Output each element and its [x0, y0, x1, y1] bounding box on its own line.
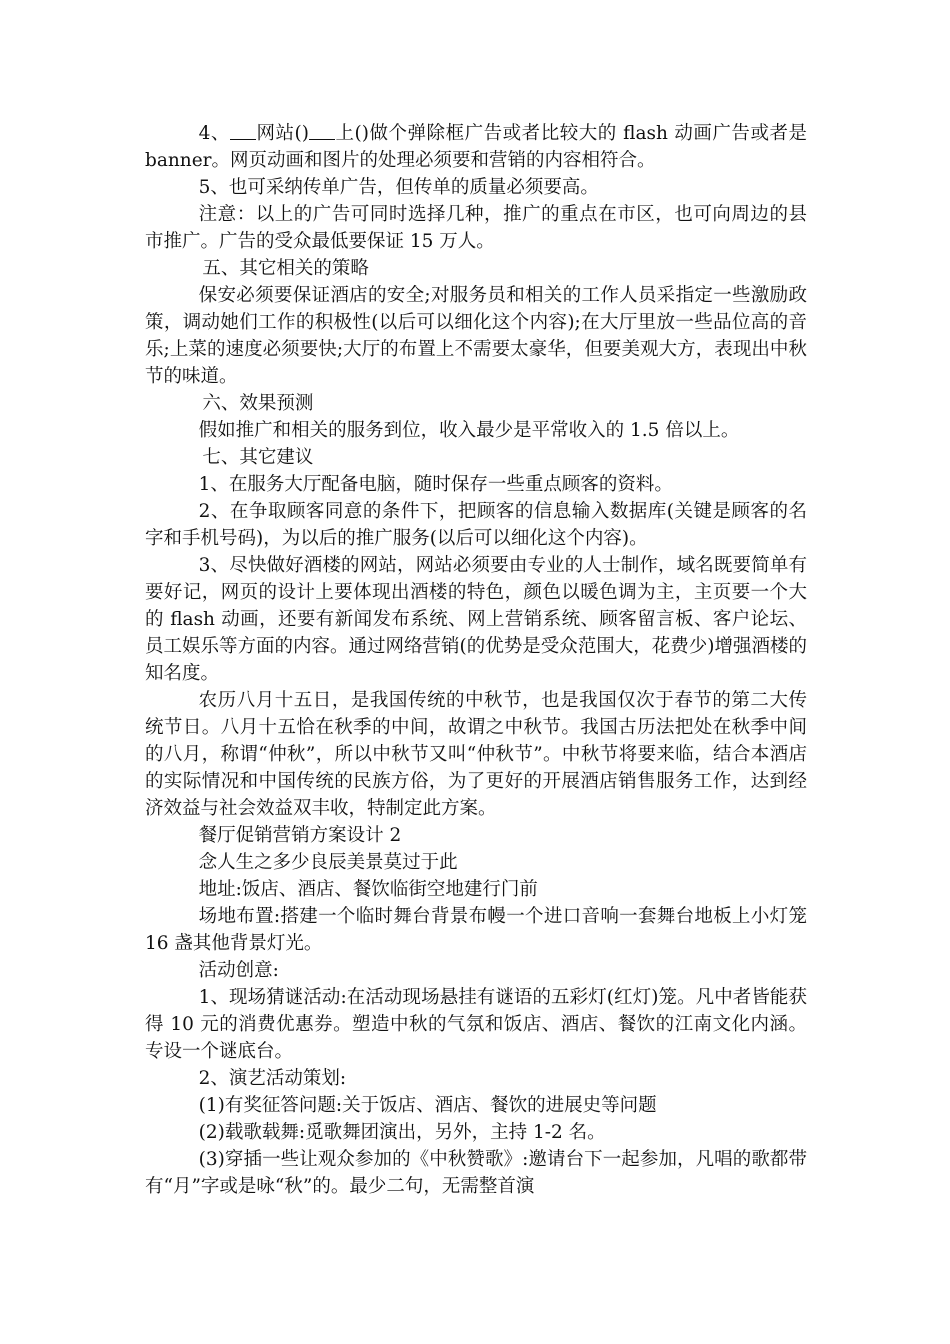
paragraph-mid-autumn-intro: 农历八月十五日，是我国传统的中秋节，也是我国仅次于春节的第二大传统节日。八月十五恰在秋季的中间，故谓之中秋节。我国古历法把处在秋季中间的八月，称谓“仲秋”，所以中秋节又叫“仲秋节”。中秋节将要来临，结合本酒店的实际情况和中国传统的民族方俗，为了更好的开展酒店销售服务工作，达到经济效益与社会效益双丰收，特制定此方案。: [145, 690, 807, 819]
blank-underline: [230, 123, 256, 140]
paragraph-address: 地址:饭店、酒店、餐饮临街空地建行门前: [198, 879, 538, 900]
paragraph-quiz: (1)有奖征答问题:关于饭店、酒店、餐饮的进展史等问题: [198, 1095, 657, 1116]
section-heading-7: 七、其它建议: [202, 447, 314, 468]
paragraph-song: (3)穿插一些让观众参加的《中秋赞歌》:邀请台下一起参加，凡唱的歌都带有“月”字或是咏“秋”的。最少二句，无需整首演: [145, 1149, 807, 1197]
paragraph-venue: 场地布置:搭建一个临时舞台背景布幔一个进口音响一套舞台地板上小灯笼 16 盏其他背景灯光。: [145, 906, 807, 954]
section-heading-6: 六、效果预测: [202, 393, 314, 414]
website-text: 网站(): [255, 123, 309, 144]
paragraph-suggestion-3: 3、尽快做好酒楼的网站，网站必须要由专业的人士制作，域名既要简单有要好记，网页的设计上要体现出酒楼的特色，颜色以暖色调为主，主页要一个大的 flash 动画，还要有新闻发布系统、网上营销系统、顾客留言板、客户论坛、员工娱乐等方面的内容。通过网络营销(的优势是受众范围大，花费少)增强酒楼的知名度。: [145, 555, 807, 684]
paragraph-suggestion-1: 1、在服务大厅配备电脑，随时保存一些重点顾客的资料。: [198, 474, 673, 495]
paragraph-plan-title: 餐厅促销营销方案设计 2: [198, 825, 402, 846]
paragraph-text: 上()做个弹除框广告或者比较大的 flash 动画广告或者是 banner。网页动画和图片的处理必须要和营销的内容相符合。: [145, 123, 808, 171]
paragraph-theme: 念人生之多少良辰美景莫过于此: [198, 852, 458, 873]
blank-underline: [309, 123, 335, 140]
document-body: [145, 120, 807, 1200]
paragraph-creative-heading: 活动创意:: [198, 960, 279, 981]
section-heading-5: 五、其它相关的策略: [202, 258, 369, 279]
paragraph-performance-heading: 2、演艺活动策划:: [198, 1068, 347, 1089]
paragraph-strategy: 保安必须要保证酒店的安全;对服务员和相关的工作人员采指定一些激励政策，调动她们工作的积极性(以后可以细化这个内容);在大厅里放一些品位高的音乐;上菜的速度必须要快;大厅的布置上不需要太豪华，但要美观大方，表现出中秋节的味道。: [145, 285, 807, 387]
paragraph-riddle-activity: 1、现场猜谜活动:在活动现场悬挂有谜语的五彩灯(红灯)笼。凡中者皆能获得 10 元的消费优惠券。塑造中秋的气氛和饭店、酒店、餐饮的江南文化内涵。专设一个谜底台。: [145, 987, 807, 1062]
item-number: 4、: [198, 123, 230, 144]
paragraph-item-5: 5、也可采纳传单广告，但传单的质量必须要高。: [198, 177, 599, 198]
paragraph-item-4: [145, 120, 807, 174]
paragraph-suggestion-2: 2、在争取顾客同意的条件下，把顾客的信息输入数据库(关键是顾客的名字和手机号码)，为以后的推广服务(以后可以细化这个内容)。: [145, 501, 807, 549]
paragraph-dance: (2)载歌载舞:觅歌舞团演出，另外，主持 1-2 名。: [198, 1122, 606, 1143]
paragraph-forecast: 假如推广和相关的服务到位，收入最少是平常收入的 1.5 倍以上。: [198, 420, 740, 441]
paragraph-note: 注意：以上的广告可同时选择几种，推广的重点在市区，也可向周边的县市推广。广告的受众最低要保证 15 万人。: [145, 204, 807, 252]
